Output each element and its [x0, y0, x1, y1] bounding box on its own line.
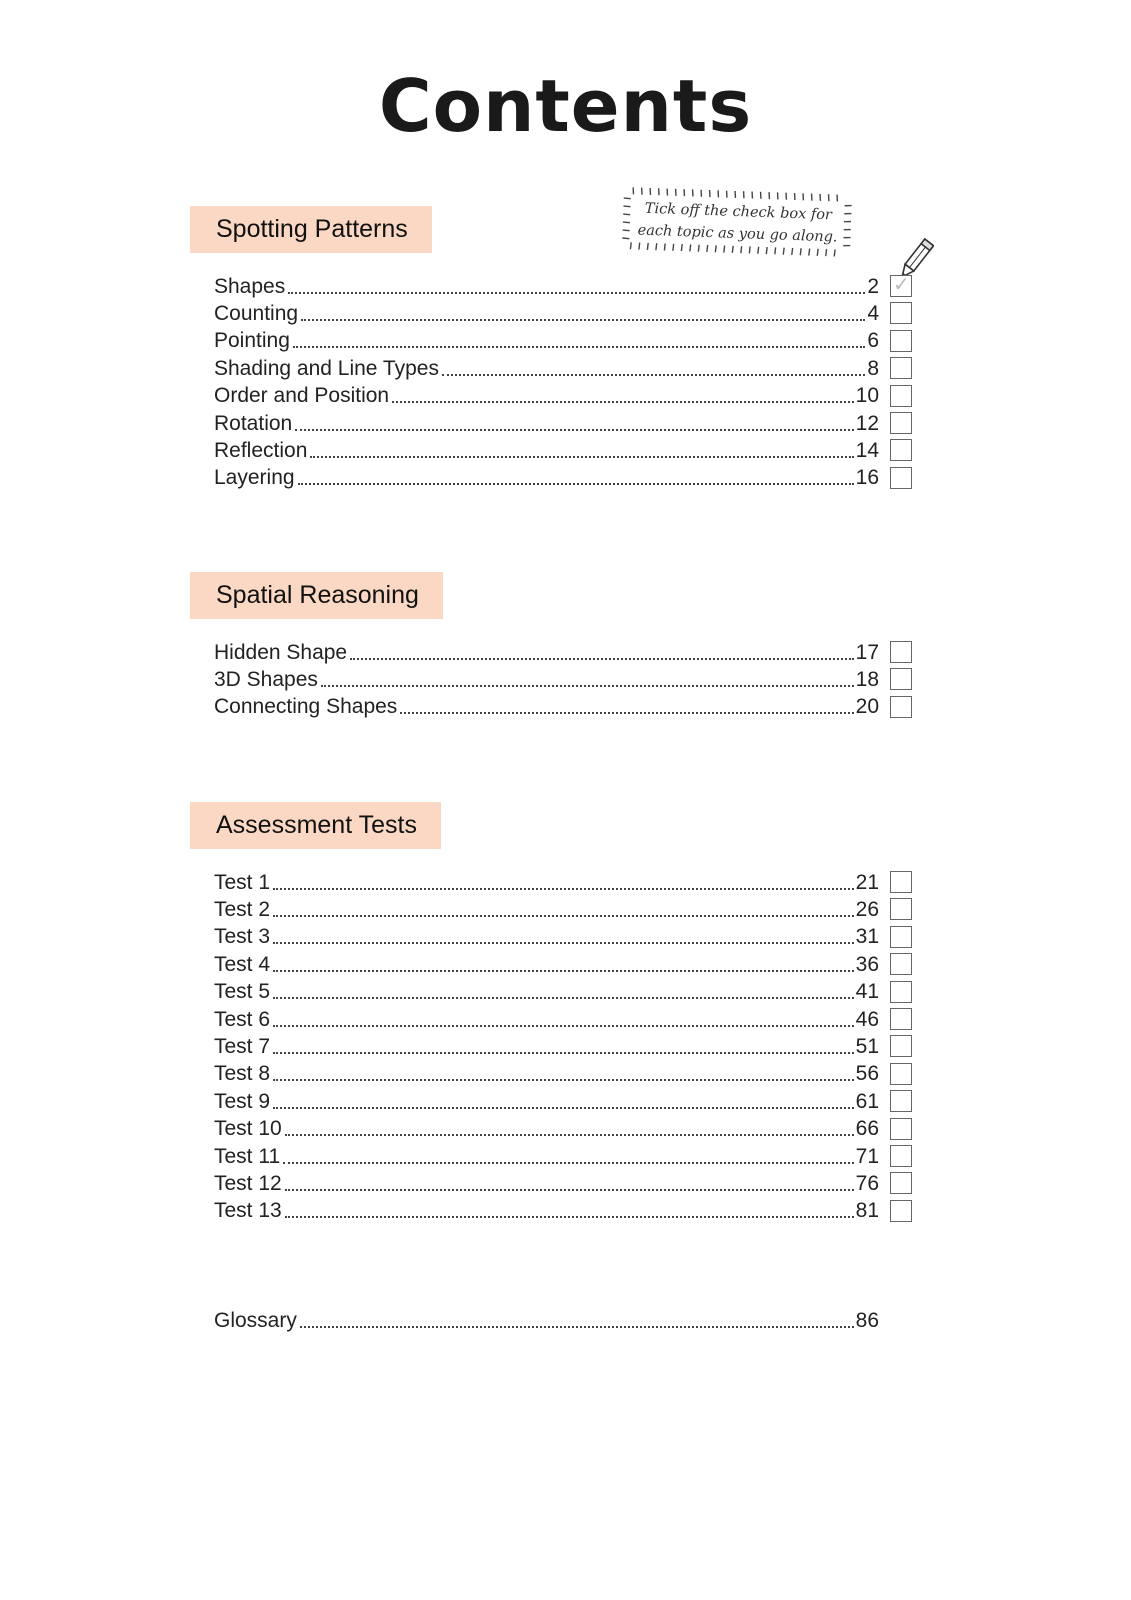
entry-label: Shapes [214, 274, 286, 298]
entry-page: 61 [855, 1089, 879, 1113]
toc-entry[interactable] [190, 410, 920, 437]
entry-label: Test 10 [214, 1117, 282, 1141]
dot-leader [273, 1025, 854, 1027]
entry-label: Test 6 [214, 1007, 271, 1031]
entry-label: Order and Position [214, 384, 390, 408]
note-line-1: Tick off the check box for [644, 200, 833, 224]
entry-page: 8 [867, 356, 879, 380]
dot-leader [392, 401, 854, 403]
progress-checkbox[interactable] [890, 1172, 912, 1194]
progress-checkbox[interactable] [890, 1090, 912, 1112]
progress-checkbox[interactable] [890, 272, 912, 297]
progress-checkbox[interactable] [890, 898, 912, 920]
dot-leader [273, 888, 854, 890]
entry-page: 20 [855, 695, 879, 719]
toc-entry[interactable] [190, 465, 920, 492]
progress-checkbox[interactable] [890, 357, 912, 379]
progress-checkbox[interactable] [890, 467, 912, 489]
entry-label: Rotation [214, 411, 293, 435]
entry-page: 81 [855, 1199, 879, 1223]
toc-entry[interactable] [190, 896, 920, 923]
toc-entry[interactable] [190, 979, 920, 1006]
section-assessment-tests [190, 802, 920, 1225]
entry-page: 36 [855, 952, 879, 976]
toc-entry[interactable] [190, 869, 920, 896]
progress-checkbox[interactable] [890, 926, 912, 948]
progress-checkbox[interactable] [890, 871, 912, 893]
progress-checkbox[interactable] [890, 330, 912, 352]
progress-checkbox[interactable] [890, 302, 912, 324]
entry-label: Test 1 [214, 870, 271, 894]
toc-entry[interactable] [190, 383, 920, 410]
section-heading: Spotting Patterns [190, 206, 432, 253]
entry-label: Test 2 [214, 898, 271, 922]
entry-page: 26 [855, 898, 879, 922]
progress-checkbox[interactable] [890, 1200, 912, 1222]
entry-page: 51 [855, 1035, 879, 1059]
dot-leader [283, 1162, 853, 1164]
entry-page: 16 [855, 466, 879, 490]
progress-checkbox[interactable] [890, 1035, 912, 1057]
toc-list [190, 639, 920, 721]
dot-leader [310, 456, 853, 458]
entry-page: 21 [855, 870, 879, 894]
progress-checkbox[interactable] [890, 981, 912, 1003]
section-spatial-reasoning [190, 572, 920, 721]
entry-label: Pointing [214, 329, 290, 353]
dot-leader [285, 1189, 854, 1191]
entry-page: 12 [855, 411, 879, 435]
dot-leader [285, 1134, 854, 1136]
entry-label: Connecting Shapes [214, 695, 398, 719]
section-spotting-patterns [190, 206, 920, 492]
dot-leader [301, 319, 865, 321]
entry-page: 41 [855, 980, 879, 1004]
progress-checkbox[interactable] [890, 439, 912, 461]
entry-label: Test 8 [214, 1062, 271, 1086]
progress-checkbox[interactable] [890, 953, 912, 975]
toc-entry[interactable] [190, 924, 920, 951]
dot-leader [442, 374, 865, 376]
entry-label: Layering [214, 466, 295, 490]
entry-page: 17 [855, 640, 879, 664]
progress-checkbox[interactable] [890, 1118, 912, 1140]
entry-label: Reflection [214, 439, 308, 463]
progress-checkbox[interactable] [890, 696, 912, 718]
toc-entry[interactable] [190, 666, 920, 693]
entry-page: 6 [867, 329, 879, 353]
entry-page: 66 [855, 1117, 879, 1141]
entry-label: Shading and Line Types [214, 356, 439, 380]
toc-list [190, 273, 920, 492]
dot-leader [288, 292, 865, 294]
entry-page: 71 [855, 1144, 879, 1168]
progress-checkbox[interactable] [890, 412, 912, 434]
dot-leader [285, 1216, 854, 1218]
progress-checkbox[interactable] [890, 385, 912, 407]
toc-entry[interactable] [190, 951, 920, 978]
dot-leader [293, 346, 865, 348]
entry-label: Test 12 [214, 1171, 282, 1195]
section-heading: Assessment Tests [190, 802, 441, 849]
entry-page: 4 [867, 302, 879, 326]
section-heading: Spatial Reasoning [190, 572, 443, 619]
entry-page: 18 [855, 668, 879, 692]
toc-entry[interactable] [190, 273, 920, 300]
entry-label: Counting [214, 302, 299, 326]
dot-leader [273, 1107, 854, 1109]
entry-page: 56 [855, 1062, 879, 1086]
entry-label: Test 5 [214, 980, 271, 1004]
toc-entry[interactable] [190, 694, 920, 721]
entry-label: Test 11 [214, 1144, 281, 1168]
toc-entry[interactable] [190, 1033, 920, 1060]
dot-leader [295, 429, 853, 431]
check-icon: ✓ [893, 272, 910, 296]
toc-entry[interactable] [190, 1116, 920, 1143]
page-title: Contents [378, 64, 753, 148]
dot-leader [298, 483, 854, 485]
toc-entry[interactable] [190, 1061, 920, 1088]
progress-checkbox[interactable] [890, 1145, 912, 1167]
entry-page: 76 [855, 1171, 879, 1195]
entry-label: Hidden Shape [214, 640, 348, 664]
entry-label: 3D Shapes [214, 668, 318, 692]
progress-checkbox[interactable] [890, 641, 912, 663]
toc-entry[interactable] [190, 639, 920, 666]
entry-label: Test 3 [214, 925, 271, 949]
toc-entry[interactable] [190, 1088, 920, 1115]
dot-leader [273, 970, 854, 972]
toc-entry[interactable] [190, 1143, 920, 1170]
progress-checkbox[interactable] [890, 668, 912, 690]
dot-leader [273, 997, 854, 999]
entry-page: 10 [855, 384, 879, 408]
dot-leader [350, 658, 854, 660]
entry-label: Test 4 [214, 952, 271, 976]
progress-checkbox[interactable] [890, 1063, 912, 1085]
entry-label: Glossary [214, 1308, 297, 1332]
toc-entry[interactable] [190, 355, 920, 382]
entry-page: 31 [855, 925, 879, 949]
dot-leader [273, 915, 854, 917]
glossary-entry[interactable] [190, 1307, 920, 1334]
entry-label: Test 13 [214, 1199, 282, 1223]
toc-entry[interactable] [190, 437, 920, 464]
entry-page: 46 [855, 1007, 879, 1031]
dot-leader [400, 712, 853, 714]
dot-leader [273, 1052, 854, 1054]
entry-page: 14 [855, 439, 879, 463]
note-line-2: each topic as you go along. [637, 222, 838, 246]
toc-list [190, 869, 920, 1225]
toc-entry[interactable] [190, 300, 920, 327]
toc-entry[interactable] [190, 328, 920, 355]
progress-checkbox[interactable] [890, 1008, 912, 1030]
dot-leader [273, 942, 854, 944]
toc-entry[interactable] [190, 1198, 920, 1225]
toc-entry[interactable] [190, 1170, 920, 1197]
entry-page: 86 [855, 1308, 879, 1332]
entry-label: Test 9 [214, 1089, 271, 1113]
toc-entry[interactable] [190, 1006, 920, 1033]
dot-leader [321, 685, 854, 687]
dot-leader [300, 1326, 854, 1328]
dot-leader [273, 1079, 854, 1081]
entry-page: 2 [867, 274, 879, 298]
entry-label: Test 7 [214, 1035, 271, 1059]
